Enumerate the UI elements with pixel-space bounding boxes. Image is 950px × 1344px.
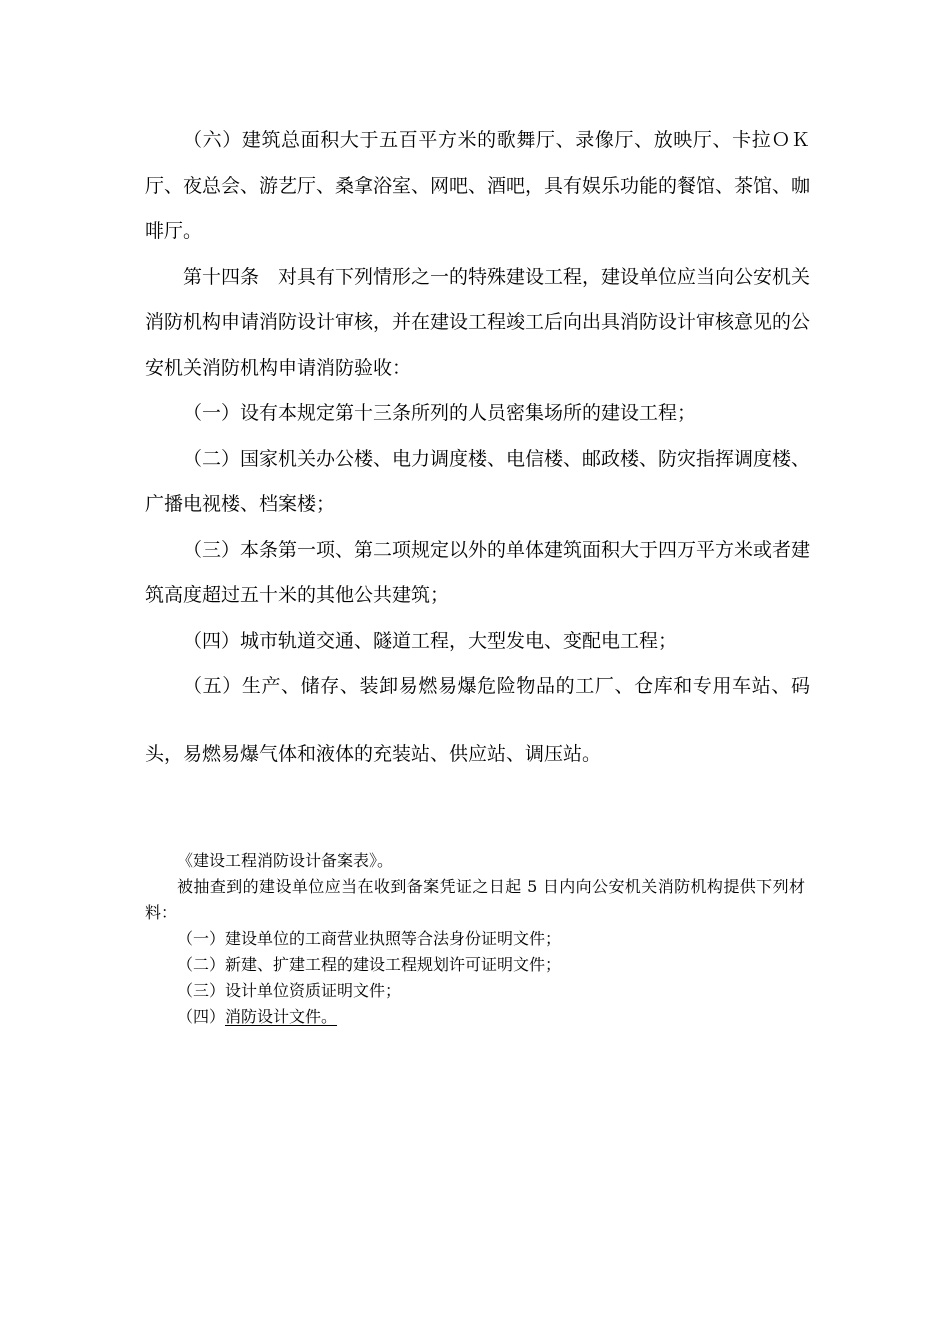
paragraph-item-one: （一）设有本规定第十三条所列的人员密集场所的建设工程； xyxy=(183,402,697,424)
paragraph-article-14: 第十四条 对具有下列情形之一的特殊建设工程，建设单位应当向公安机关消防机构申请消防设计审核，并在建设工程竣工后向出具消防设计审核意见的公安机关消防机构申请消防验收： xyxy=(145,265,811,379)
filing-text xyxy=(145,848,805,1030)
filing-requirement-line: 被抽查到的建设单位应当在收到备案凭证之日起 5 日内向公安机关消防机构提供下列材料： xyxy=(145,877,805,922)
paragraph-item-two: （二）国家机关办公楼、电力调度楼、电信楼、邮政楼、防灾指挥调度楼、广播电视楼、档案楼； xyxy=(145,447,811,515)
regulation-text xyxy=(145,118,810,788)
filing-form-line: 《建设工程消防设计备案表》。 xyxy=(177,851,394,870)
filing-item-four-prefix: （四） xyxy=(177,1007,226,1026)
filing-item-two: （二）新建、扩建工程的建设工程规划许可证明文件； xyxy=(177,955,562,974)
filing-item-three: （三）设计单位资质证明文件； xyxy=(177,981,402,1000)
filing-item-one: （一）建设单位的工商营业执照等合法身份证明文件； xyxy=(177,929,562,948)
paragraph-item-six: （六）建筑总面积大于五百平方米的歌舞厅、录像厅、放映厅、卡拉ＯＫ厅、夜总会、游艺厅、桑拿浴室、网吧、酒吧，具有娱乐功能的餐馆、茶馆、咖啡厅。 xyxy=(145,129,811,242)
paragraph-item-four: （四）城市轨道交通、隧道工程，大型发电、变配电工程； xyxy=(183,629,678,652)
filing-item-four-underlined: 消防设计文件。 xyxy=(225,1007,338,1026)
paragraph-item-three: （三）本条第一项、第二项规定以外的单体建筑面积大于四万平方米或者建筑高度超过五十米的其他公共建筑； xyxy=(145,538,811,606)
filing-item-four xyxy=(145,1004,805,1030)
paragraph-item-five: （五）生产、储存、装卸易燃易爆危险物品的工厂、仓库和专用车站、码头，易燃易爆气体和液体的充装站、供应站、调压站。 xyxy=(145,675,810,765)
